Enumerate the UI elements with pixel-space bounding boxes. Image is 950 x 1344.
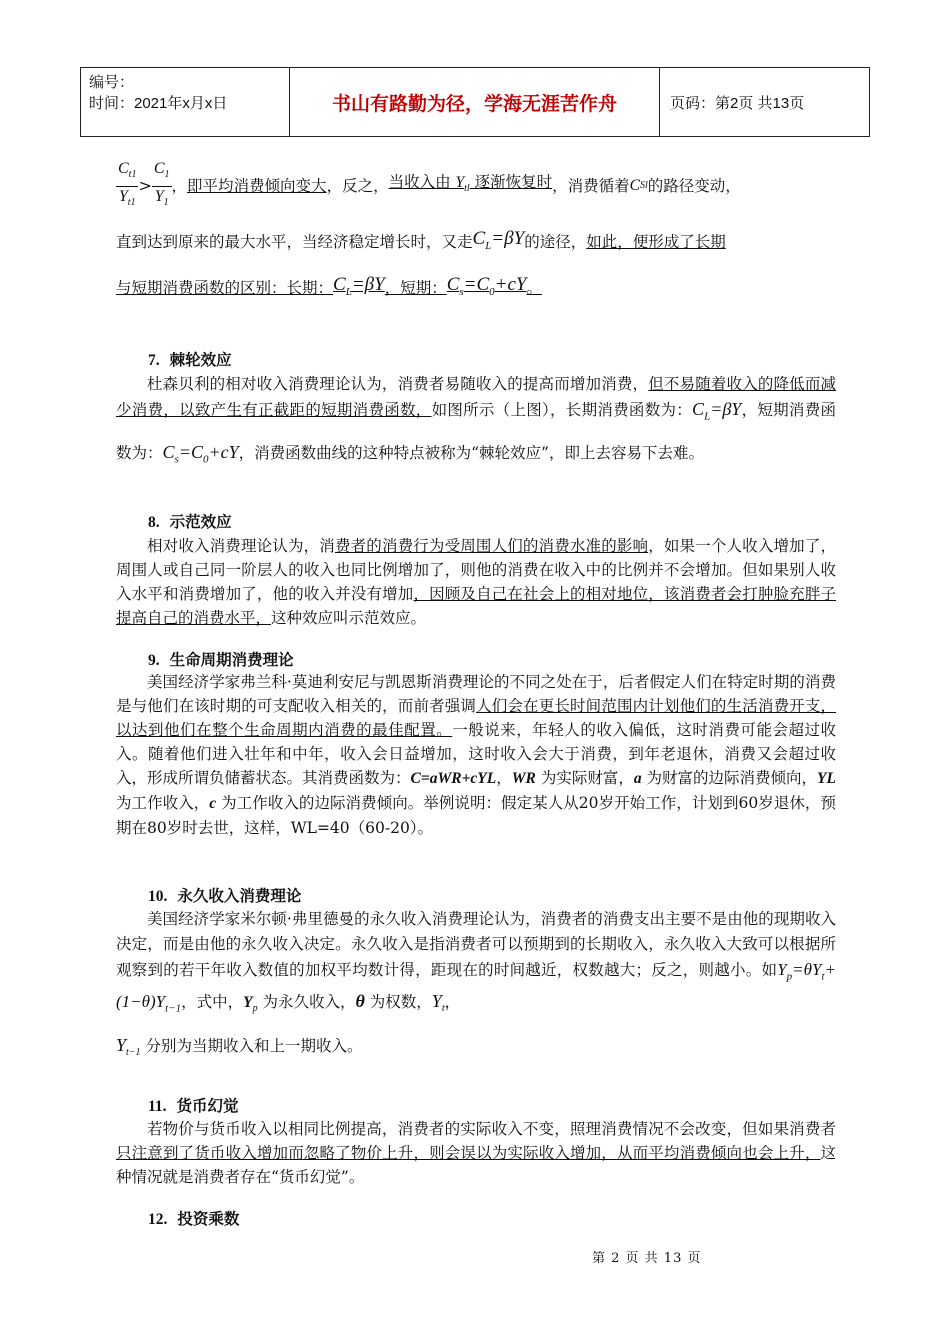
section-heading-7: 7. 棘轮效应 bbox=[148, 351, 232, 369]
long-run-function: $C_L=\beta Y$ bbox=[333, 273, 385, 298]
section-heading-11: 11. 货币幻觉 bbox=[148, 1097, 239, 1115]
permanent-income-formula: $Y_p=\theta Y_t+(1-\theta)Y_{t-1}$ bbox=[116, 960, 836, 1015]
header-motto: 书山有路勤为径，学海无涯苦作舟 bbox=[290, 68, 660, 136]
fraction-ct1-yt1: $\frac{C_{t1}}{Y_{t1}}$ bbox=[118, 160, 137, 208]
long-run-function: $C_L=\beta Y$ bbox=[472, 227, 525, 252]
header-left-cell bbox=[81, 68, 290, 136]
section-heading-8: 8. 示范效应 bbox=[148, 513, 232, 531]
underlined-phrase: 当收入由 $Y_{tl}$ 逐渐恢复时 bbox=[388, 173, 553, 195]
section-heading-10: 10. 永久收入消费理论 bbox=[148, 887, 302, 905]
page-footer: 第 2 页 共 13 页 bbox=[592, 1251, 702, 1266]
section-11-body: 若物价与货币收入以相同比例提高，消费者的实际收入不变，照理消费情况不会改变，但如果消费者只注意到了货币收入增加而忽略了物价上升，则会误以为实际收入增加，从而平均消费倾向也会上升，这种情况就是消费者存在“货币幻觉”。 bbox=[116, 1120, 836, 1186]
section-9-body: 美国经济学家弗兰科·莫迪利安尼与凯恩斯消费理论的不同之处在于，后者假定人们在特定时期的消费是与他们在该时期的可支配收入相关的，而前者强调人们会在更长时间范围内计划他们的生活消费开支，以达到他们在整个生命周期内消费的最佳配置。一般说来，年轻人的收入偏低，这时消费可能会超过收入。随着他们进入壮年和中年，收入会日益增加，这时收入会大于消费，到年老退休，消费又会超过收入，形成所谓负储蓄状态。其消费函数为：C=aWR+cYL，WR 为实际财富，a 为财富的边际消费倾向，YL 为工作收入，c 为工作收入的边际消费倾向。举例说明：假定某人从20岁开始工作，计划到60岁退休，预期在80岁时去世，这样，WL=40（60-20）。 bbox=[116, 673, 836, 837]
greater-than: > bbox=[138, 176, 152, 195]
section-heading-9: 9. 生命周期消费理论 bbox=[148, 651, 294, 669]
doc-number-label: 编号： bbox=[89, 74, 135, 91]
short-run-function: $C_s=C_0+cY$ bbox=[446, 273, 527, 298]
time-label: 时间：2021年x月x日 bbox=[89, 95, 228, 112]
header-page-info: 页码：第2页 共13页 bbox=[670, 94, 805, 112]
section-8-body: 相对收入消费理论认为，消费者的消费行为受周围人们的消费水准的影响，如果一个人收入增加了，周围人或自己同一阶层人的收入也同比例增加了，则他的消费在收入中的比例并不会增加。但如果别人收入水平和消费增加了，他的收入并没有增加，因顾及自己在社会上的相对地位，该消费者会打肿脸充胖子提高自己的消费水平，这种效应叫示范效应。 bbox=[116, 537, 836, 627]
page-header-table bbox=[80, 67, 870, 137]
fraction-c1-y1: $\frac{C_1}{Y_1}$ bbox=[153, 160, 170, 208]
section-heading-12: 12. 投资乘数 bbox=[148, 1210, 240, 1228]
underlined-phrase: 即平均消费倾向变大 bbox=[187, 177, 327, 195]
intro-paragraph: $\frac{C_{t1}}{Y_{t1}}$ > $\frac{C_1}{Y_1}$ ， 即平均消费倾向变大 ，反之， 当收入由 $Y_{tl}$ 逐渐恢复时 ，消费循着 C Sl 的路径变动， 直到达到原来的最大水平，当经济稳定增长时，又走 $C_L=\beta Y$ 的途径， 如此，便形成了长期 与短期消费函数的区别：长期： $C_L=\beta Y$ ，短期： $C_s=C_0+cY$ 。 bbox=[116, 158, 836, 310]
section-10-body: 美国经济学家米尔顿·弗里德曼的永久收入消费理论认为，消费者的消费支出主要不是由他的现期收入决定，而是由他的永久收入决定。永久收入是指消费者可以预期到的长期收入，永久收入大致可以根据所观察到的若干年收入数值的加权平均数计得，距现在的时间越近，权数越大；反之，则越小。如$Y_p=\theta Y_t+(1-\theta)Y_{t-1}$，式中，$Y_p$ 为永久收入，θ 为权数，$Y_t$， $Y_{t-1}$ 分别为当期收入和上一期收入。 bbox=[116, 910, 836, 1058]
section-7-body: 杜森贝利的相对收入消费理论认为，消费者易随收入的提高而增加消费，但不易随着收入的降低而减少消费，以致产生有正截距的短期消费函数，如图所示（上图），长期消费函数为：$C_L=\beta Y$，短期消费函数为：$C_s=C_0+cY$，消费函数曲线的这种特点被称为“棘轮效应”，即上去容易下去难。 bbox=[116, 375, 836, 466]
